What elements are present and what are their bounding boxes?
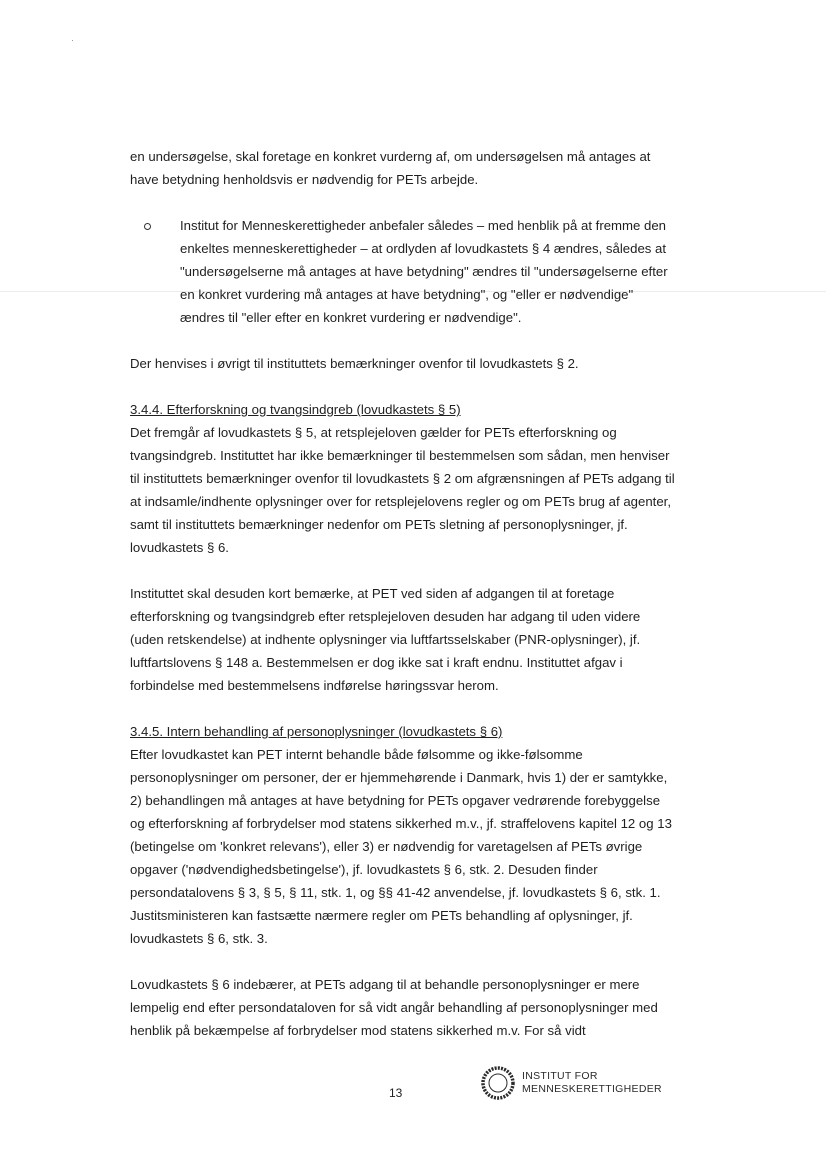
scan-speck (72, 40, 73, 41)
bullet-text: Institut for Menneskerettigheder anbefaler således – med henblik på at fremme den enkeltes menneskerettigheder – at ordlyden af lovudkastets § 4 ændres, således at "undersøgelserne må antages at have betydning" ændres til "undersøgelserne efter en konkret vurdering må antages at have betydning", og "eller er nødvendige" ændres til "eller efter en konkret vurdering er nødvendige". (180, 218, 668, 325)
section-344-body-1: Det fremgår af lovudkastets § 5, at retsplejeloven gælder for PETs efterforskning og tvangsindgreb. Instituttet har ikke bemærkninger til bestemmelsen som sådan, men henviser til instituttets bemærkninger ovenfor til lovudkastets § 2 om afgrænsningen af PETs adgang til at indsamle/indhente oplysninger over for retsplejelovens regler og om PETs brug af agenter, samt til instituttets bemærkninger nedenfor om PETs sletning af personoplysninger, jf. lovudkastets § 6. (130, 425, 675, 555)
section-heading-344: 3.4.4. Efterforskning og tvangsindgreb (lovudkastets § 5) (130, 402, 461, 417)
body-text (130, 145, 675, 1042)
paragraph-intro: en undersøgelse, skal foretage en konkret vurderng af, om undersøgelsen må antages at have betydning henholdsvis er nødvendig for PETs arbejde. (130, 149, 651, 187)
recommendation-bullet (180, 214, 675, 329)
section-344-body-2: Instituttet skal desuden kort bemærke, at PET ved siden af adgangen til at foretage efterforskning og tvangsindgreb efter retsplejeloven desuden har adgang til uden videre (uden retskendelse) at indhente oplysninger via luftfartsselskaber (PNR-oplysninger), jf. luftfartslovens § 148 a. Bestemmelsen er dog ikke sat i kraft endnu. Instituttet afgav i forbindelse med bestemmelsens indførelse høringssvar herom. (130, 586, 641, 693)
paragraph-reference: Der henvises i øvrigt til instituttets bemærkninger ovenfor til lovudkastets § 2. (130, 356, 579, 371)
institute-logo-icon (480, 1065, 516, 1101)
section-345-body-2: Lovudkastets § 6 indebærer, at PETs adgang til at behandle personoplysninger er mere lempelig end efter persondataloven for så vidt angår behandling af personoplysninger med henblik på bekæmpelse af forbrydelser mod statens sikkerhed m.v. For så vidt (130, 977, 658, 1038)
logo-line-2: MENNESKERETTIGHEDER (522, 1083, 662, 1095)
logo-line-1: INSTITUT FOR (522, 1070, 598, 1082)
section-heading-345: 3.4.5. Intern behandling af personoplysninger (lovudkastets § 6) (130, 724, 503, 739)
institute-logo-text (522, 1070, 662, 1096)
section-345-body-1: Efter lovudkastet kan PET internt behandle både følsomme og ikke-følsomme personoplysninger om personer, der er hjemmehørende i Danmark, hvis 1) der er samtykke, 2) behandlingen må antages at have betydning for PETs opgaver vedrørende forebyggelse og efterforskning af forbrydelser mod statens sikkerhed m.v., jf. straffelovens kapitel 12 og 13 (betingelse om 'konkret relevans'), eller 3) er nødvendig for varetagelsen af PETs øvrige opgaver ('nødvendighedsbetingelse'), jf. lovudkastets § 6, stk. 2. Desuden finder persondatalovens § 3, § 5, § 11, stk. 1, og §§ 41-42 anvendelse, jf. lovudkastets § 6, stk. 1. Justitsministeren kan fastsætte nærmere regler om PETs behandling af oplysninger, jf. lovudkastets § 6, stk. 3. (130, 747, 672, 946)
bullet-icon (144, 223, 151, 230)
page-number: 13 (389, 1086, 403, 1100)
